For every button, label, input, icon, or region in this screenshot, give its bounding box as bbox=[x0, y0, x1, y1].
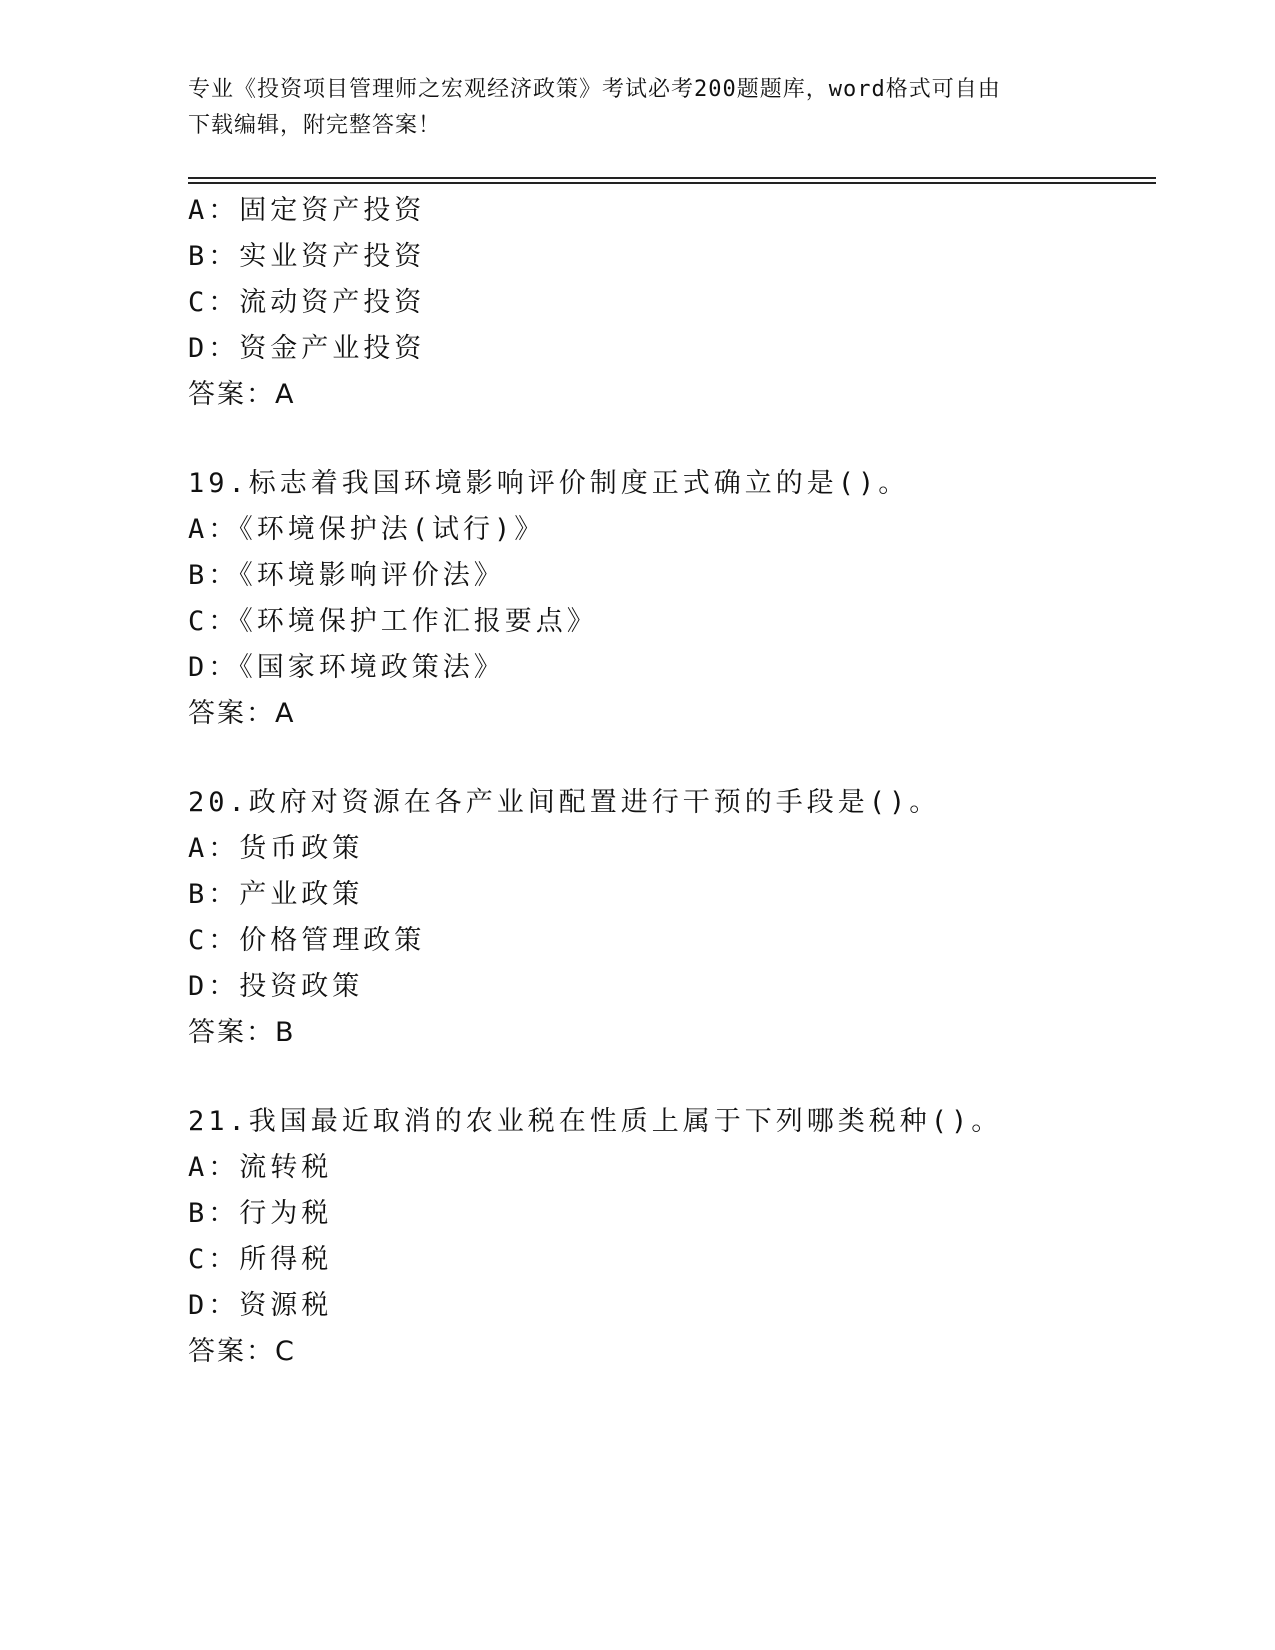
question-block-21 bbox=[188, 1099, 1156, 1375]
answer-label: 答案：A bbox=[188, 698, 296, 729]
option-c: C：《环境保护工作汇报要点》 bbox=[188, 606, 598, 637]
question-block-18 bbox=[188, 188, 1156, 418]
document-header bbox=[188, 72, 1068, 144]
option-d: D：《国家环境政策法》 bbox=[188, 652, 505, 683]
answer-label: 答案：A bbox=[188, 379, 296, 410]
header-line-1: 专业《投资项目管理师之宏观经济政策》考试必考200题题库，word格式可自由 bbox=[188, 77, 1001, 102]
question-stem: 19.标志着我国环境影响评价制度正式确立的是()。 bbox=[188, 468, 910, 499]
option-b: B：行为税 bbox=[188, 1198, 333, 1229]
option-b: B：实业资产投资 bbox=[188, 241, 426, 272]
option-a: A：《环境保护法(试行)》 bbox=[188, 514, 546, 545]
header-line-2: 下载编辑，附完整答案！ bbox=[188, 113, 442, 138]
answer-label: 答案：B bbox=[188, 1017, 296, 1048]
option-d: D：资源税 bbox=[188, 1290, 333, 1321]
option-d: D：投资政策 bbox=[188, 971, 364, 1002]
option-b: B：《环境影响评价法》 bbox=[188, 560, 505, 591]
option-b: B：产业政策 bbox=[188, 879, 364, 910]
header-divider-top bbox=[188, 177, 1156, 179]
question-block-20 bbox=[188, 780, 1156, 1056]
option-c: C：价格管理政策 bbox=[188, 925, 426, 956]
option-c: C：流动资产投资 bbox=[188, 287, 426, 318]
option-a: A：货币政策 bbox=[188, 833, 364, 864]
option-a: A：固定资产投资 bbox=[188, 195, 426, 226]
question-stem: 21.我国最近取消的农业税在性质上属于下列哪类税种()。 bbox=[188, 1106, 1003, 1137]
option-a: A：流转税 bbox=[188, 1152, 333, 1183]
answer-label: 答案：C bbox=[188, 1336, 296, 1367]
option-c: C：所得税 bbox=[188, 1244, 333, 1275]
option-d: D：资金产业投资 bbox=[188, 333, 426, 364]
question-block-19 bbox=[188, 461, 1156, 737]
question-list bbox=[188, 188, 1156, 1375]
header-divider-bottom bbox=[188, 182, 1156, 184]
question-stem: 20.政府对资源在各产业间配置进行干预的手段是()。 bbox=[188, 787, 941, 818]
